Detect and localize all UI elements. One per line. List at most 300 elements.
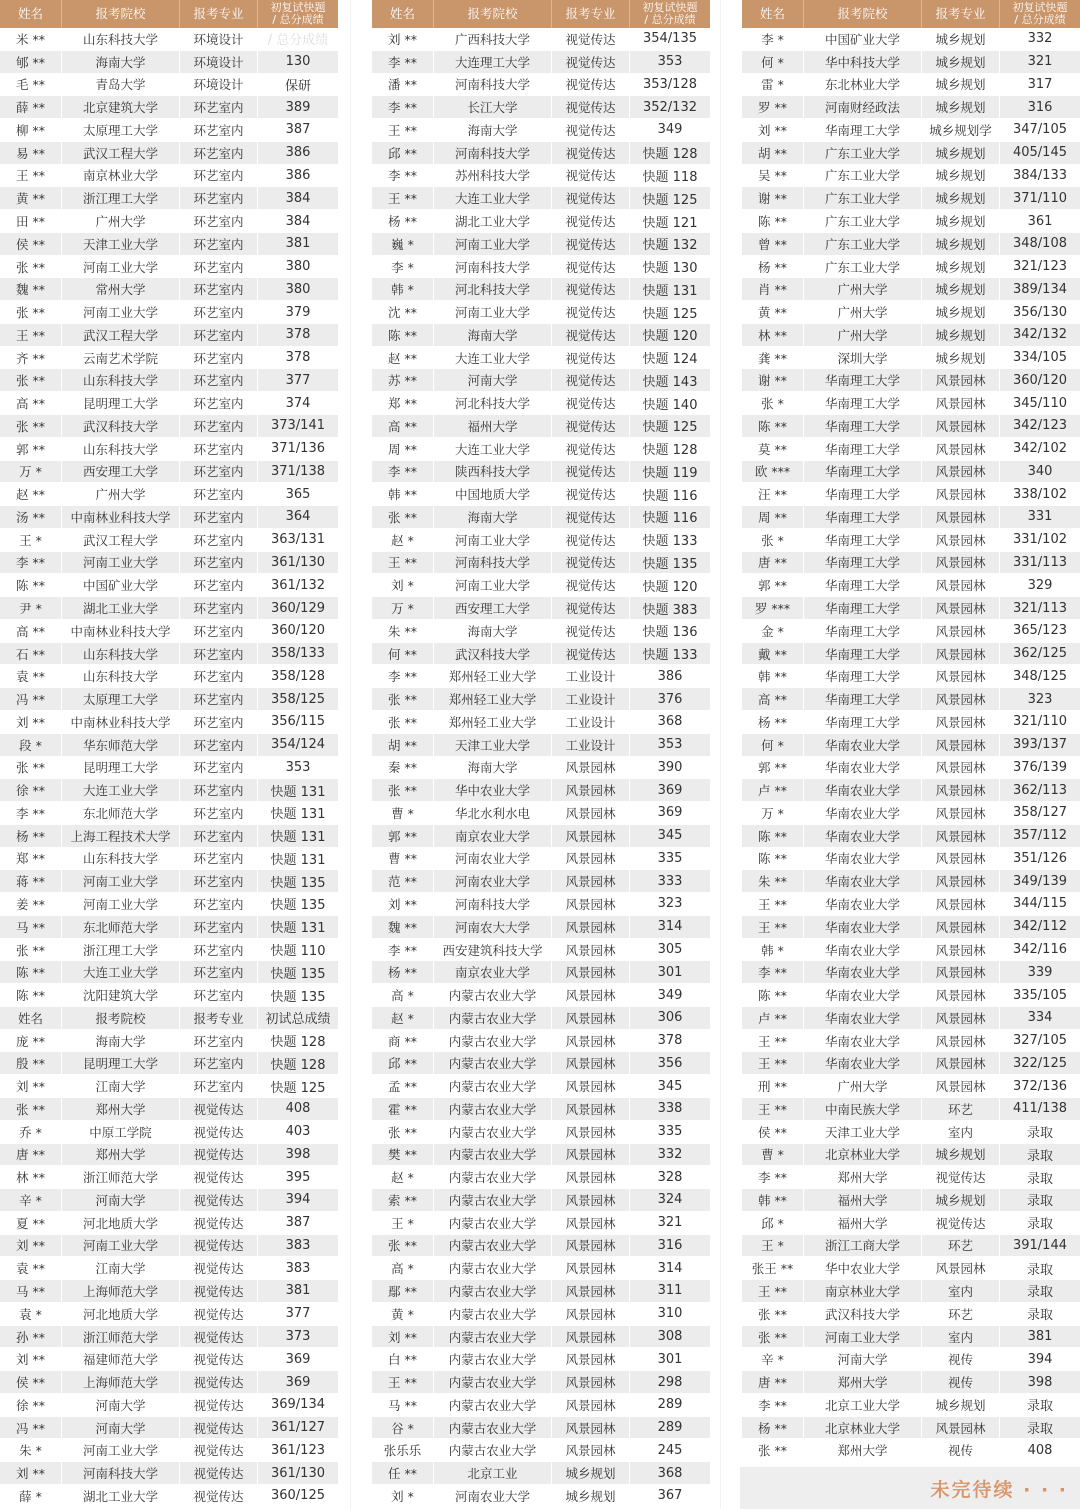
score: 378 <box>285 327 311 343</box>
score: 356/130 <box>1012 304 1067 320</box>
major: 视觉传达 <box>922 1166 1000 1188</box>
school: 大连工业大学 <box>434 187 552 209</box>
score: 361 <box>1027 213 1053 229</box>
student-name: 白 ** <box>372 1348 434 1370</box>
major: 环艺室内 <box>180 415 258 437</box>
table-row <box>742 96 1080 119</box>
school: 北京建筑大学 <box>62 96 180 118</box>
score: 394 <box>1027 1351 1053 1367</box>
score: 323 <box>657 896 683 912</box>
student-name: 卢 ** <box>742 1007 804 1029</box>
table-row <box>742 461 1080 484</box>
score: 快题 135 <box>642 556 698 572</box>
score: 353 <box>285 759 311 775</box>
school: 海南大学 <box>434 757 552 779</box>
score: 快题 131 <box>270 830 326 846</box>
major: 风景园林 <box>922 1007 1000 1029</box>
school: 郑州大学 <box>62 1098 180 1120</box>
school: 内蒙古农业大学 <box>434 1075 552 1097</box>
school: 南京林业大学 <box>804 1280 922 1302</box>
student-name: 李 ** <box>742 1166 804 1188</box>
major: 环艺室内 <box>180 187 258 209</box>
score: 353 <box>657 54 683 70</box>
student-name: 张 ** <box>742 1326 804 1348</box>
student-name: 张 ** <box>0 256 62 278</box>
school: 武汉工程大学 <box>62 142 180 164</box>
table-row <box>0 529 338 552</box>
score: 快题 128 <box>642 147 698 163</box>
major: 环艺室内 <box>180 939 258 961</box>
school: 广西科技大学 <box>434 28 552 50</box>
table-header <box>0 0 338 28</box>
major: 视觉传达 <box>552 324 630 346</box>
student-name: 黄 ** <box>742 301 804 323</box>
score: 快题 125 <box>642 192 698 208</box>
score: 338/102 <box>1012 486 1067 502</box>
score: 340 <box>1027 463 1053 479</box>
school: 河北地质大学 <box>62 1303 180 1325</box>
student-name: 张 ** <box>372 1235 434 1257</box>
score: 354/124 <box>270 737 325 753</box>
student-name: 任 ** <box>372 1462 434 1484</box>
school: 苏州科技大学 <box>434 165 552 187</box>
table-row <box>742 438 1080 461</box>
score: 384 <box>285 190 311 206</box>
school: 沈阳建筑大学 <box>62 984 180 1006</box>
table-row <box>372 893 710 916</box>
major: 风景园林 <box>922 939 1000 961</box>
school: 河南工业大学 <box>62 1439 180 1461</box>
header-school: 报考院校 <box>434 0 552 28</box>
header-student-name: 姓名 <box>0 0 62 28</box>
score: 331/102 <box>1012 532 1067 548</box>
score: 369 <box>285 1351 311 1367</box>
major: 视觉传达 <box>552 119 630 141</box>
table-row <box>372 1075 710 1098</box>
score: 380 <box>285 259 311 275</box>
score: 314 <box>657 919 683 935</box>
student-name: 赵 ** <box>0 483 62 505</box>
student-name: 曹 ** <box>372 848 434 870</box>
major: 风景园林 <box>922 734 1000 756</box>
school: 华中科技大学 <box>804 51 922 73</box>
major: 工业设计 <box>552 688 630 710</box>
score: 361/130 <box>270 1465 325 1481</box>
score: 365/123 <box>1012 623 1067 639</box>
school: 北京工业 <box>434 1462 552 1484</box>
school: 郑州大学 <box>804 1166 922 1188</box>
table-row <box>742 643 1080 666</box>
major: 环艺室内 <box>180 688 258 710</box>
major: 环境设计 <box>180 51 258 73</box>
school: 华南理工大学 <box>804 711 922 733</box>
major: 环艺室内 <box>180 165 258 187</box>
major: 环艺室内 <box>180 1075 258 1097</box>
score: 361/127 <box>270 1420 325 1436</box>
score: 389/134 <box>1012 281 1067 297</box>
major: 环艺室内 <box>180 757 258 779</box>
score: 录取 <box>1026 1126 1053 1142</box>
school: 郑州轻工业大学 <box>434 665 552 687</box>
header-score: 初复试快题 / 总分成绩 <box>1012 1 1068 26</box>
score: 录取 <box>1026 1399 1053 1415</box>
major: 视觉传达 <box>552 369 630 391</box>
major: 视觉传达 <box>552 74 630 96</box>
table-row <box>742 984 1080 1007</box>
school: 河南工业大学 <box>804 1326 922 1348</box>
major: 室内 <box>922 1280 1000 1302</box>
table-row <box>0 1052 338 1075</box>
school: 广州大学 <box>62 210 180 232</box>
table-row <box>742 483 1080 506</box>
student-name: 王 ** <box>742 893 804 915</box>
student-name: 邱 * <box>742 1212 804 1234</box>
student-name: 段 * <box>0 734 62 756</box>
student-name: 李 ** <box>372 461 434 483</box>
table-row <box>0 1121 338 1144</box>
major: 视觉传达 <box>552 233 630 255</box>
major: 环艺室内 <box>180 119 258 141</box>
school: 武汉工程大学 <box>62 324 180 346</box>
major: 风景园林 <box>552 870 630 892</box>
score: 快题 125 <box>270 1080 326 1096</box>
table-row <box>742 1007 1080 1030</box>
school: 中国矿业大学 <box>804 28 922 50</box>
table-row <box>0 802 338 825</box>
student-name: 汪 ** <box>742 483 804 505</box>
score: 398 <box>285 1146 311 1162</box>
major: 风景园林 <box>552 1007 630 1029</box>
school: 山东科技大学 <box>62 438 180 460</box>
table-row <box>372 665 710 688</box>
student-name: 张 ** <box>372 506 434 528</box>
table-row <box>0 1439 338 1462</box>
major: 风景园林 <box>922 620 1000 642</box>
table-row <box>372 165 710 188</box>
major: 城乡规划 <box>922 278 1000 300</box>
table-row <box>0 278 338 301</box>
header-student-name: 姓名 <box>372 0 434 28</box>
table-row <box>0 893 338 916</box>
student-name: 陈 ** <box>742 210 804 232</box>
major: 环艺室内 <box>180 96 258 118</box>
school: 广州大学 <box>804 324 922 346</box>
score: 录取 <box>1026 1285 1053 1301</box>
major: 城乡规划 <box>922 28 1000 50</box>
student-name: 周 ** <box>372 438 434 460</box>
school: 浙江理工大学 <box>62 187 180 209</box>
school: 内蒙古农业大学 <box>434 1098 552 1120</box>
major: 环艺 <box>922 1098 1000 1120</box>
table-row <box>372 1280 710 1303</box>
student-name: 巍 * <box>372 233 434 255</box>
student-name: 马 ** <box>0 1280 62 1302</box>
major: 风景园林 <box>552 984 630 1006</box>
school: 陕西科技大学 <box>434 461 552 483</box>
major: 视觉传达 <box>180 1144 258 1166</box>
student-name: 杨 ** <box>742 711 804 733</box>
table-row <box>742 1417 1080 1440</box>
score: 345 <box>657 828 683 844</box>
school: 河南工业大学 <box>434 574 552 596</box>
table-row <box>0 1030 338 1053</box>
table-row <box>0 28 338 51</box>
school: 大连理工大学 <box>434 51 552 73</box>
major: 风景园林 <box>922 779 1000 801</box>
major: 视觉传达 <box>552 392 630 414</box>
student-name: 韩 * <box>742 939 804 961</box>
major: 风景园林 <box>552 1348 630 1370</box>
score: 395 <box>285 1169 311 1185</box>
major: 视传 <box>922 1348 1000 1370</box>
student-name: 张 ** <box>372 779 434 801</box>
school: 中南林业科技大学 <box>62 711 180 733</box>
table-row <box>372 51 710 74</box>
table-row <box>0 438 338 461</box>
school: 山东科技大学 <box>62 848 180 870</box>
table-row <box>0 1007 338 1030</box>
student-name: 邱 ** <box>372 142 434 164</box>
score: 379 <box>285 304 311 320</box>
table-row <box>372 1098 710 1121</box>
student-name: 何 * <box>742 734 804 756</box>
student-name: 郑 ** <box>372 392 434 414</box>
score: 311 <box>657 1283 683 1299</box>
score: 386 <box>285 167 311 183</box>
student-name: 刘 ** <box>0 1348 62 1370</box>
student-name: 刘 * <box>372 574 434 596</box>
student-name: 冯 ** <box>0 1417 62 1439</box>
student-name: 范 ** <box>372 870 434 892</box>
student-name: 辛 * <box>0 1189 62 1211</box>
score: 快题 128 <box>270 1035 326 1051</box>
table-row <box>742 620 1080 643</box>
student-name: 米 ** <box>0 28 62 50</box>
table-row <box>0 1235 338 1258</box>
major: 城乡规划 <box>922 51 1000 73</box>
score: 录取 <box>1026 1171 1053 1187</box>
major: 风景园林 <box>552 1303 630 1325</box>
major: 环艺室内 <box>180 369 258 391</box>
table-row <box>742 369 1080 392</box>
school: 山东科技大学 <box>62 643 180 665</box>
header-school: 报考院校 <box>804 0 922 28</box>
school: 云南艺术学院 <box>62 347 180 369</box>
student-name: 林 ** <box>742 324 804 346</box>
major: 城乡规划 <box>922 301 1000 323</box>
major: 风景园林 <box>552 939 630 961</box>
table-row <box>742 210 1080 233</box>
major: 风景园林 <box>552 961 630 983</box>
student-name: 孙 ** <box>0 1326 62 1348</box>
school: 武汉科技大学 <box>434 643 552 665</box>
score: 录取 <box>1026 1148 1053 1164</box>
table-row <box>0 1417 338 1440</box>
student-name: 刘 ** <box>742 119 804 141</box>
table-row <box>372 1439 710 1462</box>
school: 福州大学 <box>804 1189 922 1211</box>
school: 华南理工大学 <box>804 369 922 391</box>
major: 环艺室内 <box>180 984 258 1006</box>
table-row <box>742 74 1080 97</box>
score: 357/112 <box>1012 828 1067 844</box>
student-name: 杨 ** <box>372 961 434 983</box>
student-name: 吴 ** <box>742 165 804 187</box>
table-row <box>372 984 710 1007</box>
table-row <box>742 324 1080 347</box>
table-row <box>372 278 710 301</box>
student-name: 庞 ** <box>0 1030 62 1052</box>
score: 353/128 <box>642 76 697 92</box>
major: 视传 <box>922 1439 1000 1461</box>
header-score: 初复试快题 / 总分成绩 <box>642 1 698 26</box>
major: 视觉传达 <box>180 1417 258 1439</box>
table-row <box>0 1348 338 1371</box>
school: 郑州大学 <box>804 1439 922 1461</box>
major: 环艺室内 <box>180 392 258 414</box>
major: 视觉传达 <box>552 142 630 164</box>
table-row <box>0 210 338 233</box>
table-row <box>742 119 1080 142</box>
score: 快题 140 <box>642 397 698 413</box>
student-name: 马 ** <box>372 1394 434 1416</box>
school: 北京林业大学 <box>804 1417 922 1439</box>
student-name: 陈 ** <box>0 984 62 1006</box>
student-name: 黄 * <box>372 1303 434 1325</box>
school: 华南农业大学 <box>804 1007 922 1029</box>
student-name: 索 ** <box>372 1189 434 1211</box>
major: 风景园林 <box>552 1030 630 1052</box>
major: 视觉传达 <box>922 1212 1000 1234</box>
student-name: 张 * <box>742 392 804 414</box>
major: 视觉传达 <box>180 1394 258 1416</box>
table-row <box>372 1030 710 1053</box>
school: 南京农业大学 <box>434 961 552 983</box>
header-major: 报考专业 <box>922 0 1000 28</box>
score: 345 <box>657 1078 683 1094</box>
school: 太原理工大学 <box>62 688 180 710</box>
table-row <box>0 552 338 575</box>
major: 视觉传达 <box>180 1348 258 1370</box>
score: 342/116 <box>1012 942 1067 957</box>
score: 358/133 <box>270 646 325 662</box>
student-name: 田 ** <box>0 210 62 232</box>
school: 浙江工商大学 <box>804 1235 922 1257</box>
major: 视觉传达 <box>552 483 630 505</box>
student-name: 苏 ** <box>372 369 434 391</box>
score: 快题 110 <box>270 944 326 959</box>
major: 视觉传达 <box>552 28 630 50</box>
table-row <box>742 506 1080 529</box>
table-row <box>372 848 710 871</box>
school: 河南工业大学 <box>62 1235 180 1257</box>
table-row <box>372 1326 710 1349</box>
student-name: 邱 ** <box>372 1052 434 1074</box>
table-row <box>742 552 1080 575</box>
student-name: 夏 ** <box>0 1212 62 1234</box>
student-name: 胡 ** <box>372 734 434 756</box>
score: 快题 118 <box>642 169 698 185</box>
score: 393/137 <box>1012 737 1067 753</box>
student-name: 易 ** <box>0 142 62 164</box>
student-name: 李 ** <box>372 51 434 73</box>
major: 环境设计 <box>180 28 258 50</box>
score: 310 <box>657 1306 683 1322</box>
table-row <box>372 74 710 97</box>
table-row <box>0 347 338 370</box>
major: 环艺室内 <box>180 597 258 619</box>
table-row <box>0 1371 338 1394</box>
table-row <box>742 870 1080 893</box>
score: 390 <box>657 759 683 775</box>
table-row <box>742 1326 1080 1349</box>
score: 快题 131 <box>642 283 698 299</box>
table-row <box>372 1417 710 1440</box>
major: 视觉传达 <box>180 1121 258 1143</box>
school: 浙江师范大学 <box>62 1166 180 1188</box>
score: 352/132 <box>642 99 697 115</box>
school: 海南大学 <box>62 1030 180 1052</box>
table-row <box>372 415 710 438</box>
major: 视觉传达 <box>180 1189 258 1211</box>
score: 328 <box>657 1169 683 1185</box>
student-name: 欧 *** <box>742 461 804 483</box>
major: 风景园林 <box>922 893 1000 915</box>
student-name: 郑 ** <box>0 848 62 870</box>
school: 北京工业大学 <box>804 1394 922 1416</box>
school: 西安理工大学 <box>434 597 552 619</box>
student-name: 王 ** <box>372 187 434 209</box>
table-row <box>372 142 710 165</box>
major: 城乡规划 <box>922 1189 1000 1211</box>
score: 351/126 <box>1012 850 1067 866</box>
major: 风景园林 <box>922 597 1000 619</box>
table-row <box>742 1030 1080 1053</box>
table-row <box>742 734 1080 757</box>
score: 342/112 <box>1012 919 1067 935</box>
table-row <box>372 301 710 324</box>
table-row <box>742 757 1080 780</box>
major: 环艺室内 <box>180 893 258 915</box>
major: 环艺室内 <box>180 210 258 232</box>
major: 视觉传达 <box>180 1235 258 1257</box>
table-row <box>0 779 338 802</box>
score: 332 <box>657 1146 683 1162</box>
major: 风景园林 <box>922 643 1000 665</box>
score: 381 <box>1027 1329 1053 1345</box>
major: 环艺室内 <box>180 711 258 733</box>
school: 内蒙古农业大学 <box>434 1417 552 1439</box>
major: 城乡规划 <box>922 1394 1000 1416</box>
student-name: 张 * <box>742 529 804 551</box>
student-name: 蒋 ** <box>0 870 62 892</box>
major: 环艺室内 <box>180 483 258 505</box>
student-name: 袁 * <box>0 1303 62 1325</box>
table-row <box>742 848 1080 871</box>
student-name: 张 ** <box>0 1098 62 1120</box>
school: 中国矿业大学 <box>62 574 180 596</box>
student-name: 唐 ** <box>742 1371 804 1393</box>
table-row <box>372 939 710 962</box>
student-name: 高 ** <box>742 688 804 710</box>
student-name: 王 ** <box>742 1052 804 1074</box>
school: 常州大学 <box>62 278 180 300</box>
student-name: 莫 ** <box>742 438 804 460</box>
school: 东北师范大学 <box>62 916 180 938</box>
major: 视觉传达 <box>180 1303 258 1325</box>
major: 视觉传达 <box>180 1371 258 1393</box>
school: 南京农业大学 <box>434 825 552 847</box>
